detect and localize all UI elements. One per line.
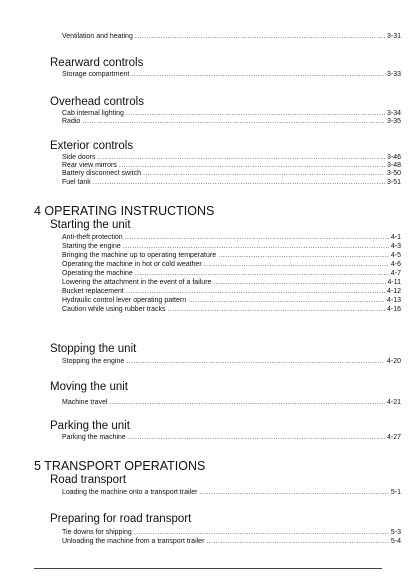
toc-entry-page: 3-50: [386, 170, 401, 177]
toc-entry-page: 5-1: [390, 489, 401, 496]
section-heading-overhead-controls: Overhead controls: [50, 96, 144, 108]
toc-entry-page: 3-51: [386, 179, 401, 186]
toc-leader-dots: [168, 305, 385, 314]
toc-entry[interactable]: [62, 488, 401, 497]
toc-entry-title: Fuel tank: [62, 179, 91, 186]
toc-leader-dots: [110, 398, 385, 407]
toc-entry[interactable]: [62, 287, 401, 296]
toc-leader-dots: [188, 296, 385, 305]
toc-entry[interactable]: [62, 296, 401, 305]
toc-leader-dots: [125, 233, 389, 242]
toc-entry-title: Machine travel: [62, 399, 108, 406]
toc-entry[interactable]: [62, 251, 401, 260]
toc-entry-page: 4-5: [390, 252, 401, 259]
toc-entry-title: Rear view mirrors: [62, 162, 117, 169]
toc-entry-title: Storage compartment: [62, 71, 130, 78]
toc-leader-dots: [206, 537, 388, 546]
toc-entry[interactable]: [62, 278, 401, 287]
toc-leader-dots: [126, 357, 385, 366]
toc-leader-dots: [131, 70, 385, 79]
toc-entry-title: Battery disconnect switch: [62, 170, 141, 177]
toc-entry-page: 3-46: [386, 154, 401, 161]
toc-entry-page: 4-6: [390, 261, 401, 268]
section-heading-parking-the-unit: Parking the unit: [50, 420, 130, 432]
toc-entry-title: Tie downs for shipping: [62, 529, 132, 536]
toc-entry-page: 3-35: [386, 118, 401, 125]
toc-entry-title: Radio: [62, 118, 81, 125]
toc-entry[interactable]: [62, 169, 401, 178]
toc-leader-dots: [135, 269, 389, 278]
toc-entry[interactable]: [62, 433, 401, 442]
toc-entry-title: Operating the machine in hot or cold weather: [62, 261, 202, 268]
toc-entry[interactable]: [62, 537, 401, 546]
chapter-heading-transport-operations: 5 TRANSPORT OPERATIONS: [34, 459, 206, 473]
toc-entry-page: 5-4: [390, 538, 401, 545]
toc-entry-page: 4-3: [390, 243, 401, 250]
toc-entry-title: Bringing the machine up to operating temperature: [62, 252, 217, 259]
toc-entry[interactable]: [62, 233, 401, 242]
toc-entry-page: 3-33: [386, 71, 401, 78]
toc-leader-dots: [218, 251, 389, 260]
section-heading-preparing-for-road-transport: Preparing for road transport: [50, 513, 192, 525]
toc-entry-page: 4-7: [390, 270, 401, 277]
toc-entry[interactable]: [62, 260, 401, 269]
toc-entry[interactable]: [62, 178, 401, 187]
toc-entry[interactable]: [62, 357, 401, 366]
toc-entry-page: 4-1: [390, 234, 401, 241]
toc-entry[interactable]: [62, 398, 401, 407]
toc-entry-page: 4-27: [386, 434, 401, 441]
toc-leader-dots: [213, 278, 385, 287]
toc-leader-dots: [204, 260, 389, 269]
section-heading-rearward-controls: Rearward controls: [50, 57, 144, 69]
toc-entry-title: Side doors: [62, 154, 96, 161]
footer-divider: [34, 568, 382, 569]
toc-entry-title: Stopping the engine: [62, 358, 125, 365]
toc-entry-page: 3-48: [386, 162, 401, 169]
toc-entry-title: Bucket replacement: [62, 288, 124, 295]
toc-entry-page: 3-31: [386, 33, 401, 40]
toc-leader-dots: [82, 117, 385, 126]
toc-entry-page: 4-21: [386, 399, 401, 406]
toc-entry[interactable]: [62, 117, 401, 126]
toc-entry[interactable]: [62, 269, 401, 278]
toc-leader-dots: [123, 242, 389, 251]
toc-entry[interactable]: [62, 70, 401, 79]
toc-entry[interactable]: [62, 528, 401, 537]
toc-entry-page: 4-13: [386, 297, 401, 304]
toc-leader-dots: [143, 169, 385, 178]
section-heading-exterior-controls: Exterior controls: [50, 140, 134, 152]
toc-entry-title: Caution while using rubber tracks: [62, 306, 166, 313]
toc-entry[interactable]: [62, 242, 401, 251]
toc-entry-title: Hydraulic control lever operating pattern: [62, 297, 187, 304]
toc-entry-page: 4-11: [387, 279, 401, 286]
section-heading-stopping-the-unit: Stopping the unit: [50, 343, 137, 355]
toc-leader-dots: [135, 32, 385, 41]
toc-entry[interactable]: [62, 305, 401, 314]
toc-entry-title: Operating the machine: [62, 270, 133, 277]
toc-entry-page: 4-16: [386, 306, 401, 313]
toc-entry-title: Unloading the machine from a transport trailer: [62, 538, 205, 545]
toc-entry-page: 4-12: [386, 288, 401, 295]
section-heading-moving-the-unit: Moving the unit: [50, 381, 128, 393]
toc-entry-title: Lowering the attachment in the event of a failure: [62, 279, 212, 286]
section-heading-road-transport: Road transport: [50, 474, 127, 486]
toc-entry-page: 4-20: [386, 358, 401, 365]
toc-entry-page: 5-3: [390, 529, 401, 536]
toc-entry-title: Anti-theft protection: [62, 234, 123, 241]
toc-leader-dots: [134, 528, 389, 537]
toc-entry-page: 3-34: [386, 110, 401, 117]
toc-entry-title: Parking the machine: [62, 434, 126, 441]
toc-entry-title: Starting the engine: [62, 243, 121, 250]
toc-leader-dots: [128, 433, 385, 442]
toc-entry-title: Loading the machine onto a transport trailer: [62, 489, 198, 496]
toc-leader-dots: [126, 287, 385, 296]
toc-entry-title: Cab internal lighting: [62, 110, 124, 117]
toc-leader-dots: [93, 178, 385, 187]
toc-entry-title: Ventilation and heating: [62, 33, 133, 40]
chapter-heading-operating-instructions: 4 OPERATING INSTRUCTIONS: [34, 204, 215, 218]
section-heading-starting-the-unit: Starting the unit: [50, 219, 131, 231]
toc-leader-dots: [199, 488, 388, 497]
toc-entry[interactable]: [62, 32, 401, 41]
